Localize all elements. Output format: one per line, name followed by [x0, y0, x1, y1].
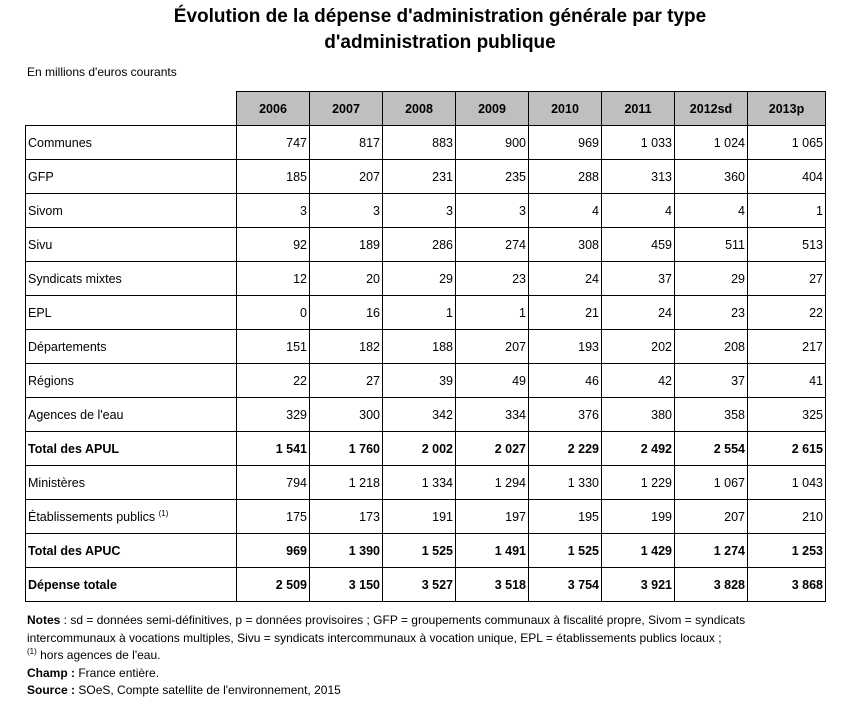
cell-value: 22 — [237, 364, 310, 398]
cell-value: 2 002 — [383, 432, 456, 466]
row-label — [26, 126, 237, 160]
table-row — [26, 262, 826, 296]
cell-value: 1 024 — [675, 126, 748, 160]
cell-value: 376 — [529, 398, 602, 432]
cell-value: 210 — [748, 500, 826, 534]
notes-block — [27, 612, 837, 700]
table-row — [26, 364, 826, 398]
cell-value: 1 390 — [310, 534, 383, 568]
total-row — [26, 432, 826, 466]
row-label-text: Dépense totale — [28, 577, 117, 592]
cell-value: 4 — [529, 194, 602, 228]
cell-value: 2 615 — [748, 432, 826, 466]
title-line-1: Évolution de la dépense d'administration générale par type — [173, 6, 707, 27]
notes-label: Notes — [27, 613, 61, 627]
row-label-text: Départements — [28, 339, 107, 354]
cell-value: 325 — [748, 398, 826, 432]
cell-value: 29 — [383, 262, 456, 296]
row-label — [26, 330, 237, 364]
row-label — [26, 364, 237, 398]
total-row — [26, 568, 826, 602]
cell-value: 21 — [529, 296, 602, 330]
cell-value: 342 — [383, 398, 456, 432]
table-row — [26, 296, 826, 330]
cell-value: 2 554 — [675, 432, 748, 466]
cell-value: 1 — [383, 296, 456, 330]
cell-value: 3 868 — [748, 568, 826, 602]
row-label-text: Total des APUL — [28, 441, 119, 456]
cell-value: 191 — [383, 500, 456, 534]
notes-line-1 — [27, 612, 837, 630]
row-label — [26, 228, 237, 262]
cell-value: 308 — [529, 228, 602, 262]
row-label-text: EPL — [28, 305, 52, 320]
cell-value: 182 — [310, 330, 383, 364]
cell-value: 24 — [602, 296, 675, 330]
notes-line-2: intercommunaux à vocations multiples, Sivu = syndicats intercommunaux à vocation unique, EPL = établissements publics locaux ; — [27, 630, 722, 645]
cell-value: 185 — [237, 160, 310, 194]
row-label-text: Agences de l'eau — [28, 407, 124, 422]
cell-value: 188 — [383, 330, 456, 364]
cell-value: 3 — [456, 194, 529, 228]
cell-value: 3 — [383, 194, 456, 228]
unit-caption: En millions d'euros courants — [27, 65, 177, 79]
cell-value: 1 491 — [456, 534, 529, 568]
column-header: 2008 — [383, 92, 456, 126]
column-header: 2010 — [529, 92, 602, 126]
cell-value: 189 — [310, 228, 383, 262]
cell-value: 2 509 — [237, 568, 310, 602]
cell-value: 37 — [602, 262, 675, 296]
cell-value: 41 — [748, 364, 826, 398]
cell-value: 207 — [456, 330, 529, 364]
cell-value: 199 — [602, 500, 675, 534]
cell-value: 360 — [675, 160, 748, 194]
champ-label: Champ : — [27, 665, 75, 680]
cell-value: 1 525 — [383, 534, 456, 568]
cell-value: 1 274 — [675, 534, 748, 568]
row-label-text: GFP — [28, 169, 54, 184]
cell-value: 3 921 — [602, 568, 675, 602]
table-row — [26, 466, 826, 500]
row-label — [26, 398, 237, 432]
cell-value: 27 — [748, 262, 826, 296]
cell-value: 1 253 — [748, 534, 826, 568]
cell-value: 16 — [310, 296, 383, 330]
cell-value: 404 — [748, 160, 826, 194]
cell-value: 1 294 — [456, 466, 529, 500]
cell-value: 900 — [456, 126, 529, 160]
cell-value: 3 828 — [675, 568, 748, 602]
column-header: 2011 — [602, 92, 675, 126]
cell-value: 300 — [310, 398, 383, 432]
cell-value: 151 — [237, 330, 310, 364]
cell-value: 23 — [456, 262, 529, 296]
cell-value: 794 — [237, 466, 310, 500]
cell-value: 49 — [456, 364, 529, 398]
row-label-text: Communes — [28, 135, 92, 150]
row-label — [26, 194, 237, 228]
cell-value: 1 033 — [602, 126, 675, 160]
title-line-2: d'administration publique — [324, 32, 556, 53]
header-corner — [26, 92, 237, 126]
column-header: 2012sd — [675, 92, 748, 126]
row-label-text: Syndicats mixtes — [28, 271, 122, 286]
cell-value: 313 — [602, 160, 675, 194]
cell-value: 286 — [383, 228, 456, 262]
row-label-text: Sivom — [28, 203, 63, 218]
row-label — [26, 568, 237, 602]
column-header: 2007 — [310, 92, 383, 126]
column-header: 2009 — [456, 92, 529, 126]
table-row — [26, 126, 826, 160]
cell-value: 2 492 — [602, 432, 675, 466]
table-row — [26, 228, 826, 262]
cell-value: 511 — [675, 228, 748, 262]
table-row — [26, 500, 826, 534]
cell-value: 747 — [237, 126, 310, 160]
data-table — [25, 91, 826, 602]
cell-value: 175 — [237, 500, 310, 534]
cell-value: 1 — [456, 296, 529, 330]
cell-value: 23 — [675, 296, 748, 330]
cell-value: 235 — [456, 160, 529, 194]
cell-value: 969 — [237, 534, 310, 568]
cell-value: 3 518 — [456, 568, 529, 602]
cell-value: 329 — [237, 398, 310, 432]
header-row — [26, 92, 826, 126]
cell-value: 358 — [675, 398, 748, 432]
cell-value: 193 — [529, 330, 602, 364]
cell-value: 1 — [748, 194, 826, 228]
row-label — [26, 466, 237, 500]
cell-value: 173 — [310, 500, 383, 534]
cell-value: 1 065 — [748, 126, 826, 160]
cell-value: 231 — [383, 160, 456, 194]
cell-value: 37 — [675, 364, 748, 398]
row-label-text: Établissements publics — [28, 509, 156, 524]
cell-value: 207 — [310, 160, 383, 194]
cell-value: 29 — [675, 262, 748, 296]
cell-value: 969 — [529, 126, 602, 160]
row-label — [26, 534, 237, 568]
source-text: SOeS, Compte satellite de l'environnement, 2015 — [75, 683, 341, 697]
cell-value: 208 — [675, 330, 748, 364]
page-title — [140, 4, 740, 56]
cell-value: 288 — [529, 160, 602, 194]
cell-value: 4 — [602, 194, 675, 228]
cell-value: 459 — [602, 228, 675, 262]
cell-value: 42 — [602, 364, 675, 398]
row-label-text: Sivu — [28, 237, 53, 252]
notes-text-1: : sd = données semi-définitives, p = données provisoires ; GFP = groupements communaux à fiscalité propre, Sivom = syndicats — [60, 613, 746, 627]
row-label — [26, 432, 237, 466]
row-label — [26, 262, 237, 296]
cell-value: 3 150 — [310, 568, 383, 602]
row-label — [26, 160, 237, 194]
cell-value: 1 525 — [529, 534, 602, 568]
row-label-footnote: (1) — [158, 508, 169, 518]
cell-value: 0 — [237, 296, 310, 330]
cell-value: 197 — [456, 500, 529, 534]
cell-value: 27 — [310, 364, 383, 398]
cell-value: 2 229 — [529, 432, 602, 466]
footnote-line — [27, 647, 837, 665]
cell-value: 39 — [383, 364, 456, 398]
table-row — [26, 160, 826, 194]
cell-value: 380 — [602, 398, 675, 432]
cell-value: 1 429 — [602, 534, 675, 568]
cell-value: 20 — [310, 262, 383, 296]
cell-value: 24 — [529, 262, 602, 296]
footnote-mark: (1) — [27, 647, 37, 656]
cell-value: 3 754 — [529, 568, 602, 602]
cell-value: 1 330 — [529, 466, 602, 500]
cell-value: 1 067 — [675, 466, 748, 500]
champ-line — [27, 665, 837, 683]
total-row — [26, 534, 826, 568]
row-label — [26, 500, 237, 534]
cell-value: 1 760 — [310, 432, 383, 466]
cell-value: 3 — [310, 194, 383, 228]
cell-value: 207 — [675, 500, 748, 534]
row-label-text: Ministères — [28, 475, 85, 490]
cell-value: 1 334 — [383, 466, 456, 500]
footnote-text: hors agences de l'eau. — [36, 648, 161, 662]
column-header: 2013p — [748, 92, 826, 126]
cell-value: 12 — [237, 262, 310, 296]
cell-value: 4 — [675, 194, 748, 228]
row-label-text: Total des APUC — [28, 543, 121, 558]
cell-value: 274 — [456, 228, 529, 262]
cell-value: 883 — [383, 126, 456, 160]
cell-value: 3 — [237, 194, 310, 228]
cell-value: 1 218 — [310, 466, 383, 500]
cell-value: 46 — [529, 364, 602, 398]
cell-value: 92 — [237, 228, 310, 262]
table-body — [26, 126, 826, 602]
cell-value: 1 043 — [748, 466, 826, 500]
column-header: 2006 — [237, 92, 310, 126]
table-row — [26, 398, 826, 432]
table-row — [26, 194, 826, 228]
source-label: Source : — [27, 683, 76, 697]
row-label — [26, 296, 237, 330]
champ-text: France entière. — [75, 665, 160, 680]
cell-value: 217 — [748, 330, 826, 364]
cell-value: 1 541 — [237, 432, 310, 466]
cell-value: 334 — [456, 398, 529, 432]
cell-value: 202 — [602, 330, 675, 364]
table-row — [26, 330, 826, 364]
source-line — [27, 682, 837, 700]
cell-value: 1 229 — [602, 466, 675, 500]
cell-value: 22 — [748, 296, 826, 330]
cell-value: 3 527 — [383, 568, 456, 602]
cell-value: 817 — [310, 126, 383, 160]
row-label-text: Régions — [28, 373, 74, 388]
cell-value: 2 027 — [456, 432, 529, 466]
cell-value: 513 — [748, 228, 826, 262]
cell-value: 195 — [529, 500, 602, 534]
